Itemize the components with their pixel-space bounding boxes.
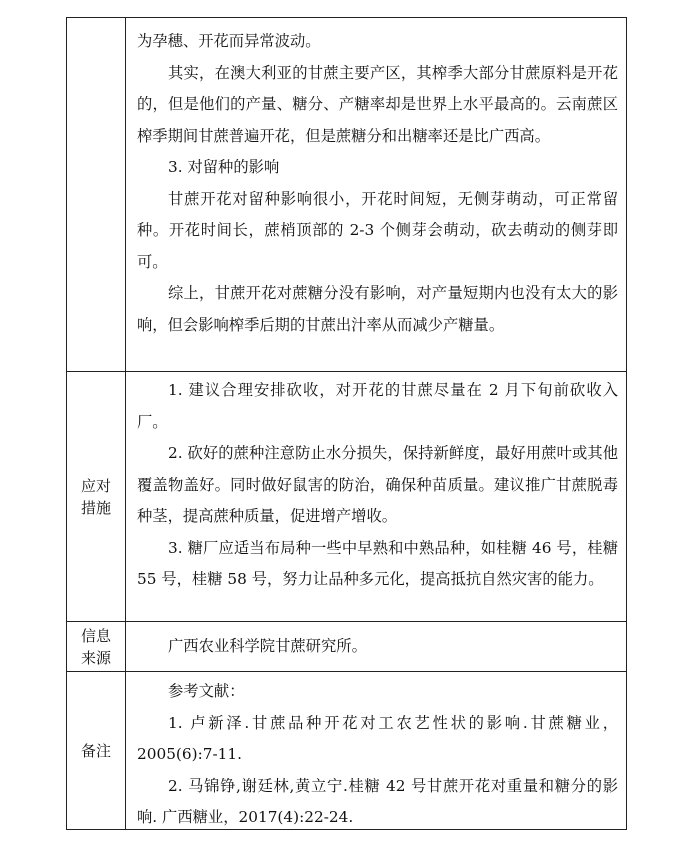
table-row-source xyxy=(67,621,626,671)
paragraph-3: 3. 对留种的影响 xyxy=(168,158,280,176)
paragraph-1: 为孕穗、开花而异常波动。 xyxy=(137,32,321,50)
measure-2: 2. 砍好的蔗种注意防止水分损失，保持新鲜度，最好用蔗叶或其他覆盖物盖好。同时做好鼠害的防治，确保种苗质量。建议推广甘蔗脱毒种茎，提高蔗种质量，促进增产增收。 xyxy=(137,444,618,525)
row-label-source xyxy=(67,622,126,671)
notes-cell xyxy=(126,672,626,829)
paragraph-5: 综上，甘蔗开花对蔗糖分没有影响，对产量短期内也没有太大的影响，但会影响榨季后期的甘蔗出汁率从而减少产糖量。 xyxy=(137,284,618,334)
source-cell xyxy=(126,622,626,671)
source-text: 广西农业科学院甘蔗研究所。 xyxy=(168,636,367,655)
paragraph-2: 其实，在澳大利亚的甘蔗主要产区，其榨季大部分甘蔗原料是开花的，但是他们的产量、糖分、产糖率却是世界上水平最高的。云南蔗区榨季期间甘蔗普遍开花，但是蔗糖分和出糖率还是比广西高。 xyxy=(137,63,618,145)
row-label-empty xyxy=(67,18,126,371)
table-row-content xyxy=(67,18,626,371)
row-label-text: 应对措施 xyxy=(80,476,111,517)
measure-1: 1. 建议合理安排砍收，对开花的甘蔗尽量在 2 月下旬前砍收入厂。 xyxy=(137,381,618,431)
info-table xyxy=(66,17,627,830)
paragraph-4: 甘蔗开花对留种影响很小，开花时间短，无侧芽萌动，可正常留种。开花时间长，蔗梢顶部的 2-3 个侧芽会萌动，砍去萌动的侧芽即可。 xyxy=(137,189,618,271)
measure-3: 3. 糖厂应适当布局种一些中早熟和中熟品种，如桂糖 46 号，桂糖 55 号，桂糖 58 号，努力让品种多元化，提高抵抗自然灾害的能力。 xyxy=(137,538,618,588)
content-cell xyxy=(126,18,626,371)
reference-2: 2. 马锦铮,谢廷林,黄立宁.桂糖 42 号甘蔗开花对重量和糖分的影响. 广西糖业，2017(4):22-24. xyxy=(137,776,618,826)
table-row-notes xyxy=(67,671,626,829)
row-label-measures xyxy=(67,372,126,621)
row-label-notes: 备注 xyxy=(67,672,126,829)
measures-cell xyxy=(126,372,626,621)
reference-1: 1. 卢新泽.甘蔗品种开花对工农艺性状的影响.甘蔗糖业，2005(6):7-11. xyxy=(137,713,618,763)
references-heading: 参考文献： xyxy=(168,682,245,700)
row-label-text: 信息来源 xyxy=(80,626,111,667)
table-row-measures xyxy=(67,371,626,621)
